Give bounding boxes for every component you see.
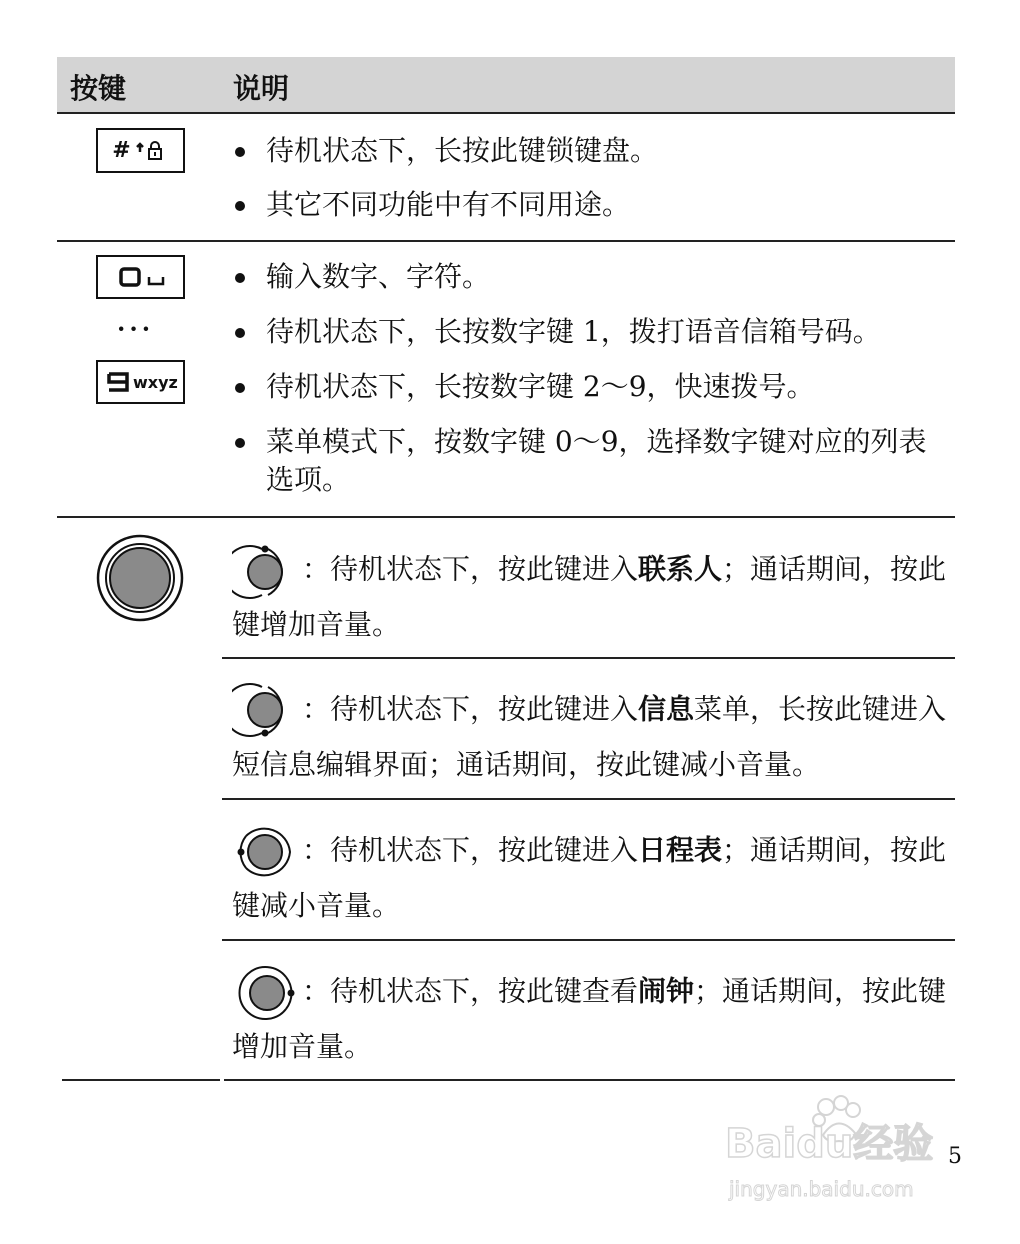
list-item: 菜单模式下，按数字键 0～9，选择数字键对应的列表选项。 (233, 423, 953, 499)
alarm-menu-name: 闹钟 (638, 974, 695, 1008)
table-header (57, 57, 955, 114)
header-key-label: 按键 (70, 72, 127, 105)
watermark-url: jingyan.baidu.com (729, 1177, 914, 1201)
baidu-jingyan-watermark (723, 1095, 963, 1205)
list-item: 待机状态下，长按数字键 1，拨打语音信箱号码。 (233, 313, 933, 351)
key-0-icon (96, 255, 185, 299)
nav-right-text-pre: ：待机状态下，按此键查看 (302, 974, 639, 1008)
key-9-icon (96, 360, 185, 404)
row-divider (222, 939, 955, 941)
navigation-key-icon (96, 534, 184, 622)
zero-space-glyph (111, 265, 171, 289)
nav-left-text-post: ；通话期间，按此键减小音量。 (232, 833, 947, 922)
nav-right-icon (232, 965, 302, 1021)
list-item: 待机状态下，长按此键锁键盘。 (233, 132, 933, 170)
lock-icon (135, 140, 169, 162)
nav-up-text-pre: ：待机状态下，按此键进入 (302, 552, 639, 586)
list-item: 输入数字、字符。 (233, 258, 933, 296)
calendar-menu-name: 日程表 (638, 833, 723, 867)
nav-down-description (232, 683, 952, 791)
nav-right-description (232, 965, 952, 1073)
nav-down-icon (232, 683, 302, 739)
svg-text:Baidu经验: Baidu经验 (725, 1121, 934, 1167)
contacts-menu-name: 联系人 (638, 552, 723, 586)
nav-up-text-post: ；通话期间，按此键增加音量。 (232, 552, 947, 641)
nav-left-icon (232, 824, 302, 880)
row-divider (57, 240, 955, 242)
key-range-ellipsis: ··· (117, 314, 155, 343)
header-desc-label: 说明 (233, 72, 290, 105)
table-bottom-rule-right (224, 1079, 955, 1081)
nav-down-text-pre: ：待机状态下，按此键进入 (302, 692, 639, 726)
nav-up-icon (232, 543, 302, 599)
nav-left-text-pre: ：待机状态下，按此键进入 (302, 833, 639, 867)
nine-glyph (106, 371, 130, 393)
page-number: 5 (948, 1144, 962, 1169)
row-divider (57, 516, 955, 518)
row-divider (222, 657, 955, 659)
hash-key-symbol: # (112, 138, 129, 163)
list-item: 待机状态下，长按数字键 2～9，快速拨号。 (233, 368, 933, 406)
row-divider (222, 798, 955, 800)
nav-down-text-post: 菜单，长按此键进入短信息编辑界面；通话期间，按此键减小音量。 (232, 692, 947, 781)
hash-lock-key-icon (96, 128, 185, 173)
nav-right-text-post: ；通话期间，按此键增加音量。 (232, 974, 947, 1063)
nav-up-description (232, 543, 952, 651)
list-item: 其它不同功能中有不同用途。 (233, 186, 933, 224)
key-9-letters: wxyz (133, 372, 178, 392)
nav-left-description (232, 824, 952, 932)
messages-menu-name: 信息 (638, 692, 695, 726)
table-bottom-rule-left (62, 1079, 220, 1081)
